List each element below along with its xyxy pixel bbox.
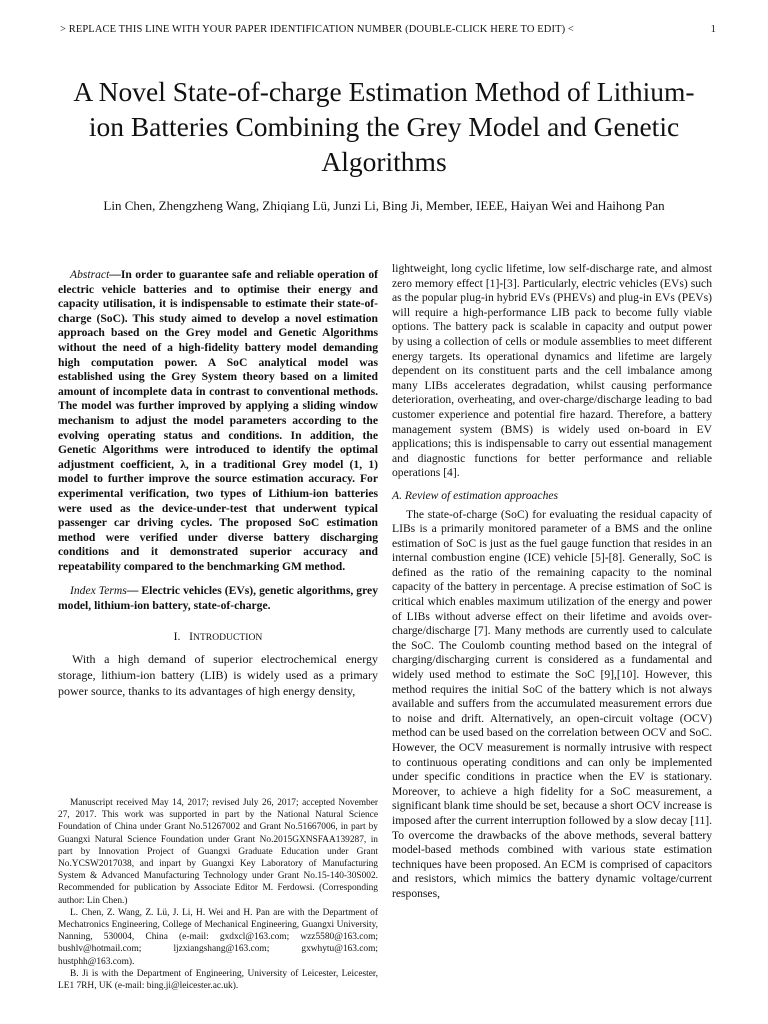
footnote-funding: Manuscript received May 14, 2017; revised July 26, 2017; accepted November 27, 2017. This work was supported in part by the National Natural Science Foundation of China under Grant No.51267002 and Grant No.51667006, in part by Guangxi Natural Science Foundation under Grant No.2015GXNSFAA139287, in part by Innovation Project of Guangxi Graduate Education under Grant No.YCSW2017038, and inpart by Guangxi Key Laboratory of Manufacturing System & Advanced Manufacturing Technology under Grant No.15-140-30S002. Recommended for publication by Associate Editor M. Ferdowsi. (Corresponding author: Lin Chen.): [58, 798, 378, 906]
right-column: [392, 262, 712, 902]
abstract: [58, 268, 378, 574]
left-column: [58, 262, 378, 699]
abstract-text: —In order to guarantee safe and reliable operation of electric vehicle batteries and to optimise their energy and capacity utilisation, it is indispensable to estimate their state-of-charge (SoC). This study aimed to develop a novel estimation approach based on the Grey model and Genetic Algorithms without the need of a high-fidelity battery model demanding high computation power. A SoC analytical model was established using the Grey System theory based on a limited amount of incomplete data in contrast to conventional methods. The model was further improved by applying a sliding window mechanism to adjust the model parameters according to the evolving operating status and conditions. In addition, the Genetic Algorithms were introduced to identify the optimal adjustment coefficient, λ, in a traditional Grey model (1, 1) model to further improve the source estimation accuracy. For experimental verification, two types of Lithium-ion batteries were used as the device-under-test that underwent typical passenger car driving cycles. The proposed SoC estimation method were verified under diverse battery discharging conditions and it demonstrated superior accuracy and repeatability compared to the benchmarking GM method.: [58, 268, 378, 573]
section-heading-introduction: [58, 630, 378, 646]
body-paragraph-continued: lightweight, long cyclic lifetime, low self-discharge rate, and almost zero memory effect [1]-[3]. Particularly, electric vehicles (EVs) such as the popular plug-in hybrid EVs (PHEVs) and plug-in EVs (PEVs) will require a high-performance LIB pack to become fully viable options. The battery pack is scalable in capacity and output power by using a collection of cells or module assemblies to meet different energy targets. Its operational dynamics and lifetime are largely dependent on its constituent parts and the cell imbalance among many LIBs accelerates degradation, whilst causing performance deterioration, overheating, and over-charge/discharge leading to bad customer experience and potential fire hazard. Therefore, a battery management system (BMS) is widely used on-board in EV applications; this is indispensable to carry out essential management and diagnostic functions for better performance and reliable operations [4].: [392, 262, 712, 480]
index-terms-text: — Electric vehicles (EVs), genetic algorithms, grey model, lithium-ion battery, state-of-charge.: [58, 584, 378, 613]
paper-title: A Novel State-of-charge Estimation Method of Lithium-ion Batteries Combining the Grey Model and Genetic Algorithms: [73, 76, 695, 177]
footnote-affiliation-leicester: B. Ji is with the Department of Engineering, University of Leicester, Leicester, LE1 7RH, UK (e-mail: bing.ji@leicester.ac.uk).: [58, 968, 378, 992]
author-list: Lin Chen, Zhengzheng Wang, Zhiqiang Lü, Junzi Li, Bing Ji, Member, IEEE, Haiyan Wei and Haihong Pan: [103, 198, 665, 213]
section-numeral: I.: [173, 629, 181, 643]
intro-paragraph: With a high demand of superior electrochemical energy storage, lithium-ion battery (LIB) is widely used as a primary power source, thanks to its advantages of high energy density,: [58, 652, 378, 699]
body-paragraph-soc: The state-of-charge (SoC) for evaluating the residual capacity of LIBs is a primarily monitored parameter of a BMS and the online estimation of SoC is just as the fuel gauge function that resides in an internal combustion engine (ICE) vehicle [5]-[8]. Generally, SoC is defined as the ratio of the remaining capacity to the nominal capacity of the battery in percentage. A precise estimation of SoC is critical which enables maximum utilization of the energy and power of LIBs without adverse effect on their lifetime and avoids over-charge/discharge [7]. Many methods are currently used to calculate the SoC. The Coulomb counting method based on the integral of charging/discharging current is considered as a fundamental and widely used method to estimate the SoC [9],[10]. However, this method requires the initial SoC of the battery which is not always available and suffers from the accumulated measurement errors due to noise and drift. Alternatively, an open-circuit voltage (OCV) method can be used based on the correlation between OCV and SoC. However, the OCV measurement is normally intrusive with respect to continuous operating conditions and can only be implemented under specific conditions in practice when the EV is stationary. Moreover, to achieve a high fidelity for a SoC measurement, a significant blank time should be set, because a short OCV increase is imposed after the current interruption followed by a slow decay [11]. To overcome the drawbacks of the above methods, several battery model-based methods combined with various state estimation techniques have been proposed. An ECM is comprised of capacitors and resistors, which mimics the battery dynamic voltage/current responses,: [392, 507, 712, 900]
running-header: [60, 24, 716, 38]
index-terms: [58, 584, 378, 613]
abstract-label: Abstract: [70, 268, 110, 281]
section-title-initial: I: [189, 629, 194, 643]
section-title-rest: NTRODUCTION: [193, 631, 263, 643]
subsection-heading: A. Review of estimation approaches: [392, 488, 559, 502]
header-text: > REPLACE THIS LINE WITH YOUR PAPER IDENTIFICATION NUMBER (DOUBLE-CLICK HERE TO EDIT) <: [60, 24, 574, 35]
footnote-affiliation-guangxi: L. Chen, Z. Wang, Z. Lü, J. Li, H. Wei and H. Pan are with the Department of Mechatronics Engineering, College of Mechanical Engineering, Guangxi University, Nanning, 530004, China (e-mail: gxdxcl@163.com; wzz5580@163.com; bushlv@hotmail.com; ljzxiangshang@163.com; gxwhytu@163.com; hustphh@163.com).: [58, 907, 378, 967]
footnote-block: [58, 797, 378, 992]
page-number: 1: [710, 24, 716, 35]
index-terms-label: Index Terms: [70, 584, 127, 598]
